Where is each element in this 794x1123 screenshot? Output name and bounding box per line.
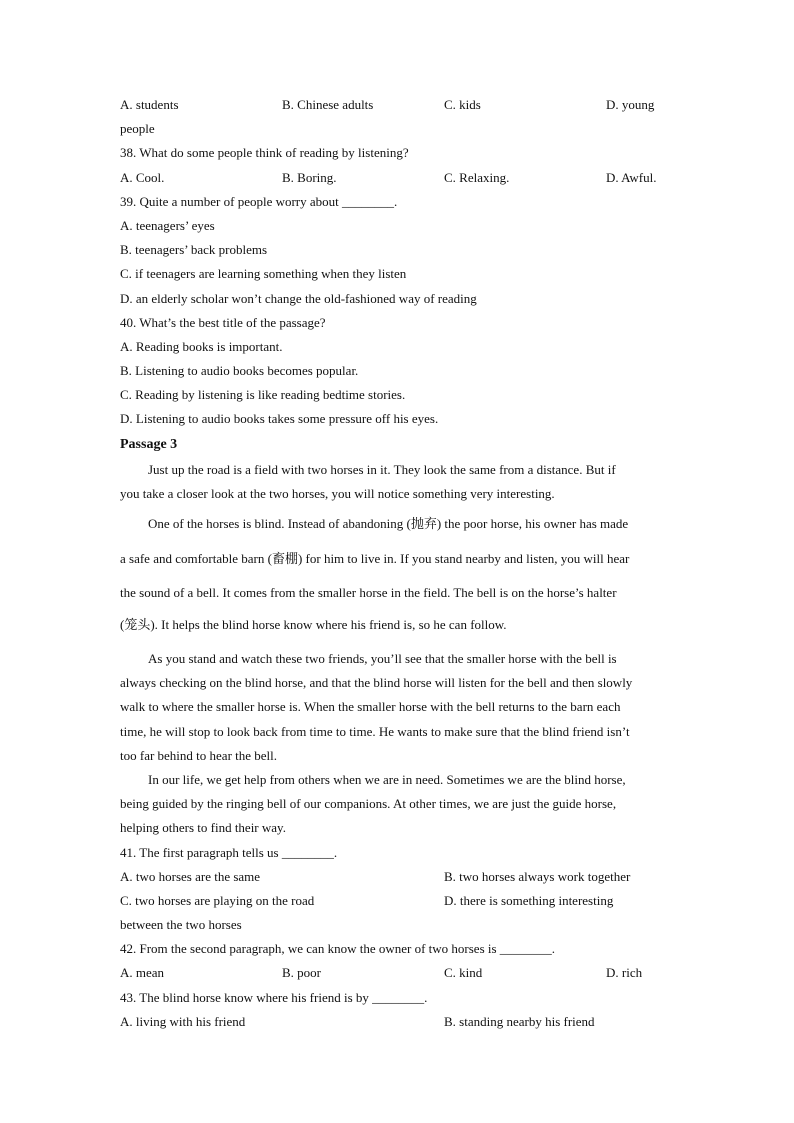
- q40-option-a: A. Reading books is important.: [120, 338, 283, 354]
- q38-option-d: D. Awful.: [606, 169, 657, 185]
- q41-options-row-2: [120, 889, 674, 913]
- q43-option-b: B. standing nearby his friend: [444, 1013, 595, 1029]
- document-page: [120, 93, 674, 1034]
- passage-line: too far behind to hear the bell.: [120, 747, 278, 763]
- passage-line: In our life, we get help from others when we are in need. Sometimes we are the blind horse,: [148, 771, 626, 787]
- q42-option-d: D. rich: [606, 965, 643, 981]
- q40-stem: 40. What’s the best title of the passage?: [120, 314, 326, 330]
- passage-line: (笼头). It helps the blind horse know where his friend is, so he can follow.: [120, 617, 507, 632]
- q41-option-d: D. there is something interesting: [444, 892, 614, 908]
- q40-option-b: B. Listening to audio books becomes popular.: [120, 363, 359, 379]
- passage-line: As you stand and watch these two friends, you’ll see that the smaller horse with the bell is: [148, 651, 617, 666]
- q38-stem: 38. What do some people think of reading by listening?: [120, 145, 409, 161]
- passage-paragraph-4: [120, 768, 674, 841]
- passage-line: a safe and comfortable barn (畜棚) for him to live in. If you stand nearby and listen, you will hear: [120, 551, 630, 566]
- passage-line: being guided by the ringing bell of our companions. At other times, we are just the guide horse,: [120, 796, 617, 812]
- q38-option-a: A. Cool.: [120, 169, 165, 185]
- passage-paragraph-2: [120, 508, 674, 641]
- q42-option-a: A. mean: [120, 965, 165, 981]
- passage-line: helping others to find their way.: [120, 820, 286, 836]
- q37-option-c: C. kids: [444, 97, 481, 112]
- passage-line: Just up the road is a field with two horses in it. They look the same from a distance. But if: [148, 461, 616, 477]
- q38-option-b: B. Boring.: [282, 169, 337, 185]
- passage-paragraph-1: [120, 458, 674, 506]
- q38-options: [120, 166, 674, 190]
- q39-option-a: A. teenagers’ eyes: [120, 217, 215, 233]
- q40-option-c: C. Reading by listening is like reading bedtime stories.: [120, 387, 406, 403]
- q41-option-b: B. two horses always work together: [444, 868, 631, 884]
- q42-options: [120, 961, 674, 985]
- passage-line: the sound of a bell. It comes from the smaller horse in the field. The bell is on the horse’s halter: [120, 585, 617, 600]
- q39-option-b: B. teenagers’ back problems: [120, 242, 268, 258]
- passage-paragraph-3: [120, 647, 674, 768]
- q42-option-b: B. poor: [282, 965, 321, 981]
- passage-line: walk to where the smaller horse is. When the smaller horse with the bell returns to the barn each: [120, 699, 621, 715]
- q41-option-c: C. two horses are playing on the road: [120, 892, 315, 908]
- q41-options-row-1: [120, 865, 674, 889]
- q42-stem: 42. From the second paragraph, we can know the owner of two horses is ________.: [120, 941, 556, 957]
- q39-stem: 39. Quite a number of people worry about ________.: [120, 193, 398, 209]
- passage-line: you take a closer look at the two horses, you will notice something very interesting.: [120, 485, 555, 501]
- q39-option-c: C. if teenagers are learning something when they listen: [120, 266, 407, 282]
- q37-option-d: D. young: [606, 97, 655, 112]
- q43-stem: 43. The blind horse know where his friend is by ________.: [120, 989, 428, 1005]
- q41-stem: 41. The first paragraph tells us ________.: [120, 844, 338, 860]
- passage-line: always checking on the blind horse, and that the blind horse will listen for the bell and then slowly: [120, 675, 633, 691]
- q41-option-d-continued: between the two horses: [120, 917, 242, 933]
- q42-option-c: C. kind: [444, 965, 483, 981]
- q39-option-d: D. an elderly scholar won’t change the old-fashioned way of reading: [120, 290, 477, 306]
- q38-option-c: C. Relaxing.: [444, 169, 510, 185]
- passage-line: time, he will stop to look back from time to time. He wants to make sure that the blind friend isn’t: [120, 723, 630, 739]
- passage-line: One of the horses is blind. Instead of abandoning (抛弃) the poor horse, his owner has made: [148, 516, 629, 531]
- q37-option-a: A. students: [120, 97, 179, 112]
- q43-option-a: A. living with his friend: [120, 1013, 246, 1029]
- passage-title: Passage 3: [120, 436, 178, 452]
- q41-option-a: A. two horses are the same: [120, 868, 261, 884]
- q37-option-b: B. Chinese adults: [282, 97, 374, 112]
- q37-option-d-continued: people: [120, 121, 155, 137]
- q40-option-d: D. Listening to audio books takes some pressure off his eyes.: [120, 411, 439, 427]
- q43-options: [120, 1010, 674, 1034]
- q37-options: [120, 93, 674, 117]
